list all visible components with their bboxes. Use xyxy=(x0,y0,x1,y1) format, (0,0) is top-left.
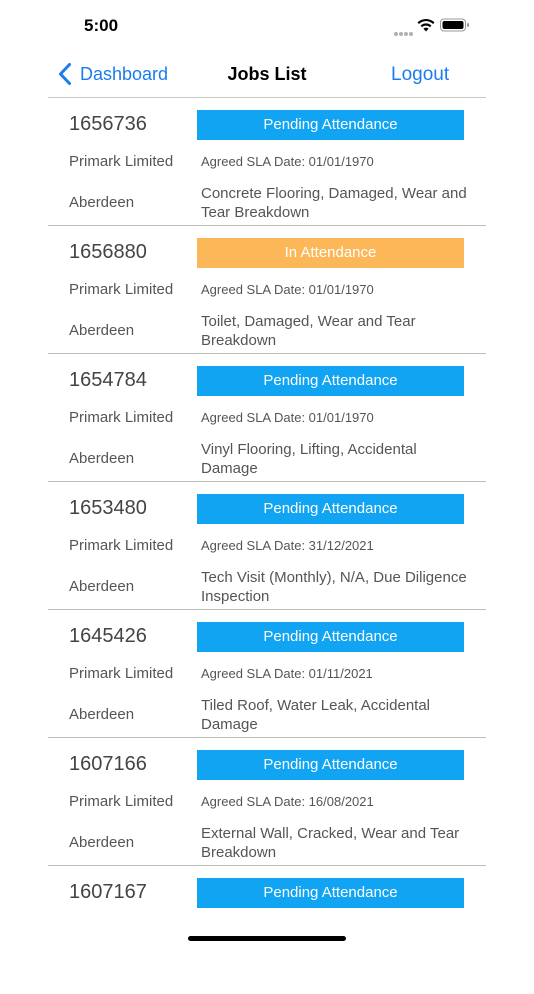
job-card[interactable] xyxy=(48,482,486,610)
job-id: 1607167 xyxy=(69,881,147,903)
job-client: Primark Limited xyxy=(69,281,174,298)
status-time: 5:00 xyxy=(84,16,119,35)
job-card[interactable] xyxy=(48,226,486,354)
job-sla-date: Agreed SLA Date: 01/01/1970 xyxy=(201,282,374,297)
job-id: 1653480 xyxy=(69,497,147,519)
home-indicator xyxy=(188,936,346,941)
job-card[interactable] xyxy=(48,98,486,226)
job-client: Primark Limited xyxy=(69,665,174,682)
job-id: 1654784 xyxy=(69,369,147,391)
job-status-badge: Pending Attendance xyxy=(197,110,464,140)
job-status-badge: In Attendance xyxy=(197,238,464,268)
job-description: Toilet, Damaged, Wear and Tear Breakdown xyxy=(201,313,416,349)
job-description: External Wall, Cracked, Wear and Tear Breakdown xyxy=(201,825,460,861)
job-status-badge: Pending Attendance xyxy=(197,366,464,396)
job-description: Vinyl Flooring, Lifting, Accidental Damage xyxy=(201,441,417,477)
job-id: 1607166 xyxy=(69,753,147,775)
wifi-icon xyxy=(416,17,436,33)
status-bar xyxy=(0,0,534,50)
job-sla-date: Agreed SLA Date: 16/08/2021 xyxy=(201,794,374,809)
back-button-label: Dashboard xyxy=(80,63,169,84)
job-location: Aberdeen xyxy=(69,194,135,211)
job-status-badge: Pending Attendance xyxy=(197,750,464,780)
job-location: Aberdeen xyxy=(69,322,135,339)
job-card[interactable] xyxy=(48,738,486,866)
navigation-bar xyxy=(0,50,534,98)
job-status-badge: Pending Attendance xyxy=(197,494,464,524)
logout-button[interactable]: Logout xyxy=(391,64,450,85)
job-id: 1645426 xyxy=(69,625,147,647)
job-id: 1656736 xyxy=(69,113,147,135)
job-card[interactable] xyxy=(48,866,486,994)
job-client: Primark Limited xyxy=(69,793,174,810)
cellular-signal-icon xyxy=(394,24,414,30)
job-location: Aberdeen xyxy=(69,578,135,595)
jobs-list xyxy=(48,98,486,994)
job-sla-date: Agreed SLA Date: 01/01/1970 xyxy=(201,410,374,425)
job-sla-date: Agreed SLA Date: 31/12/2021 xyxy=(201,538,374,553)
chevron-left-icon xyxy=(58,62,72,86)
job-location: Aberdeen xyxy=(69,450,135,467)
battery-icon xyxy=(440,17,470,33)
job-client: Primark Limited xyxy=(69,153,174,170)
job-card[interactable] xyxy=(48,354,486,482)
job-client: Primark Limited xyxy=(69,409,174,426)
job-description: Concrete Flooring, Damaged, Wear and Tear Breakdown xyxy=(201,185,467,221)
job-card[interactable] xyxy=(48,610,486,738)
job-status-badge: Pending Attendance xyxy=(197,622,464,652)
job-location: Aberdeen xyxy=(69,706,135,723)
page-title: Jobs List xyxy=(227,64,307,84)
job-status-badge: Pending Attendance xyxy=(197,878,464,908)
back-to-dashboard-button[interactable] xyxy=(58,62,168,86)
job-location: Aberdeen xyxy=(69,834,135,851)
job-client: Primark Limited xyxy=(69,537,174,554)
job-id: 1656880 xyxy=(69,241,147,263)
job-description: Tech Visit (Monthly), N/A, Due Diligence Inspection xyxy=(201,569,467,605)
job-description: Tiled Roof, Water Leak, Accidental Damage xyxy=(201,697,430,733)
job-sla-date: Agreed SLA Date: 01/11/2021 xyxy=(201,666,373,681)
job-sla-date: Agreed SLA Date: 01/01/1970 xyxy=(201,154,374,169)
